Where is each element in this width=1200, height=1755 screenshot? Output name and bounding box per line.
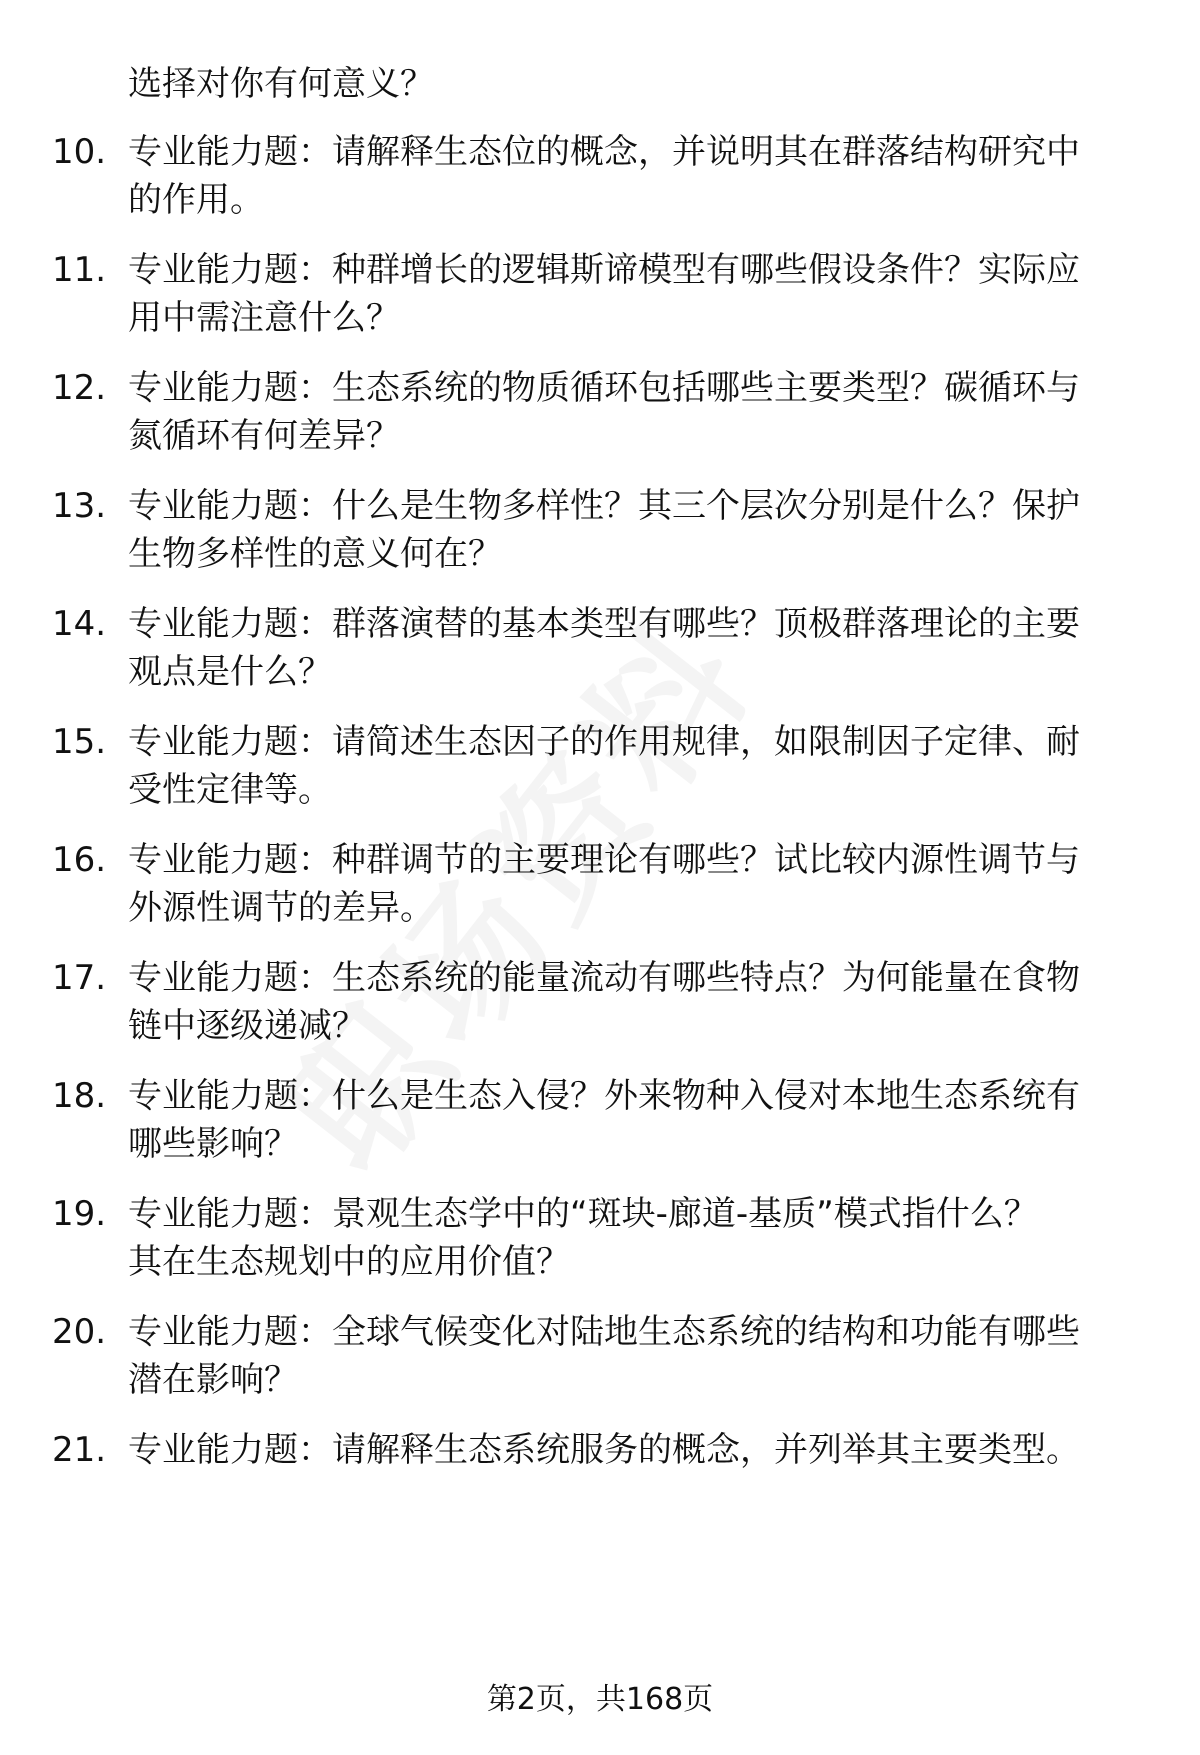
question-text (128, 246, 1138, 342)
question-text-line: 的作用。 (128, 180, 264, 220)
question-text-line: 专业能力题：种群调节的主要理论有哪些？试比较内源性调节与 (128, 840, 1080, 880)
question-text (128, 364, 1138, 460)
question-text-line: 专业能力题：请解释生态位的概念，并说明其在群落结构研究中 (128, 132, 1080, 172)
question-text (128, 600, 1138, 696)
question-text-line: 其在生态规划中的应用价值？ (128, 1242, 570, 1282)
question-number: 20. (52, 1312, 107, 1352)
question-number: 21. (52, 1430, 107, 1470)
question-text-line: 专业能力题：请简述生态因子的作用规律，如限制因子定律、耐 (128, 722, 1080, 762)
question-text-line: 哪些影响？ (128, 1124, 298, 1164)
question-number: 13. (52, 486, 107, 526)
question-text-line: 用中需注意什么？ (128, 298, 400, 338)
question-text (128, 1426, 1138, 1474)
question-text-line: 专业能力题：请解释生态系统服务的概念，并列举其主要类型。 (128, 1430, 1080, 1470)
question-text-line: 专业能力题：什么是生物多样性？其三个层次分别是什么？保护 (128, 486, 1080, 526)
question-text-line: 专业能力题：群落演替的基本类型有哪些？顶极群落理论的主要 (128, 604, 1080, 644)
question-text-line: 受性定律等。 (128, 770, 332, 810)
question-number: 15. (52, 722, 107, 762)
question-number: 11. (52, 250, 107, 290)
previous-question-continuation: 选择对你有何意义？ (128, 64, 434, 104)
question-number: 16. (52, 840, 107, 880)
question-text-line: 专业能力题：生态系统的能量流动有哪些特点？为何能量在食物 (128, 958, 1080, 998)
question-number: 12. (52, 368, 107, 408)
question-text (128, 1308, 1138, 1404)
question-text-line: 生物多样性的意义何在？ (128, 534, 502, 574)
question-text-line: 外源性调节的差异。 (128, 888, 434, 928)
question-text (128, 718, 1138, 814)
question-text (128, 128, 1138, 224)
question-number: 17. (52, 958, 107, 998)
page-footer: 第2页，共168页 (486, 1682, 714, 1717)
question-text-line: 专业能力题：景观生态学中的“斑块-廊道-基质”模式指什么？ (128, 1194, 1038, 1234)
question-text-line: 专业能力题：生态系统的物质循环包括哪些主要类型？碳循环与 (128, 368, 1080, 408)
question-number: 14. (52, 604, 107, 644)
question-number: 10. (52, 132, 107, 172)
question-number: 18. (52, 1076, 107, 1116)
question-text (128, 836, 1138, 932)
question-text-line: 专业能力题：全球气候变化对陆地生态系统的结构和功能有哪些 (128, 1312, 1080, 1352)
question-text (128, 1190, 1138, 1286)
question-text-line: 专业能力题：种群增长的逻辑斯谛模型有哪些假设条件？实际应 (128, 250, 1080, 290)
question-text (128, 482, 1138, 578)
question-text-line: 专业能力题：什么是生态入侵？外来物种入侵对本地生态系统有 (128, 1076, 1080, 1116)
question-text-line: 潜在影响？ (128, 1360, 298, 1400)
question-text-line: 氮循环有何差异？ (128, 416, 400, 456)
question-text (128, 1072, 1138, 1168)
question-text (128, 954, 1138, 1050)
question-number: 19. (52, 1194, 107, 1234)
question-text-line: 观点是什么？ (128, 652, 332, 692)
question-text-line: 链中逐级递减？ (128, 1006, 366, 1046)
